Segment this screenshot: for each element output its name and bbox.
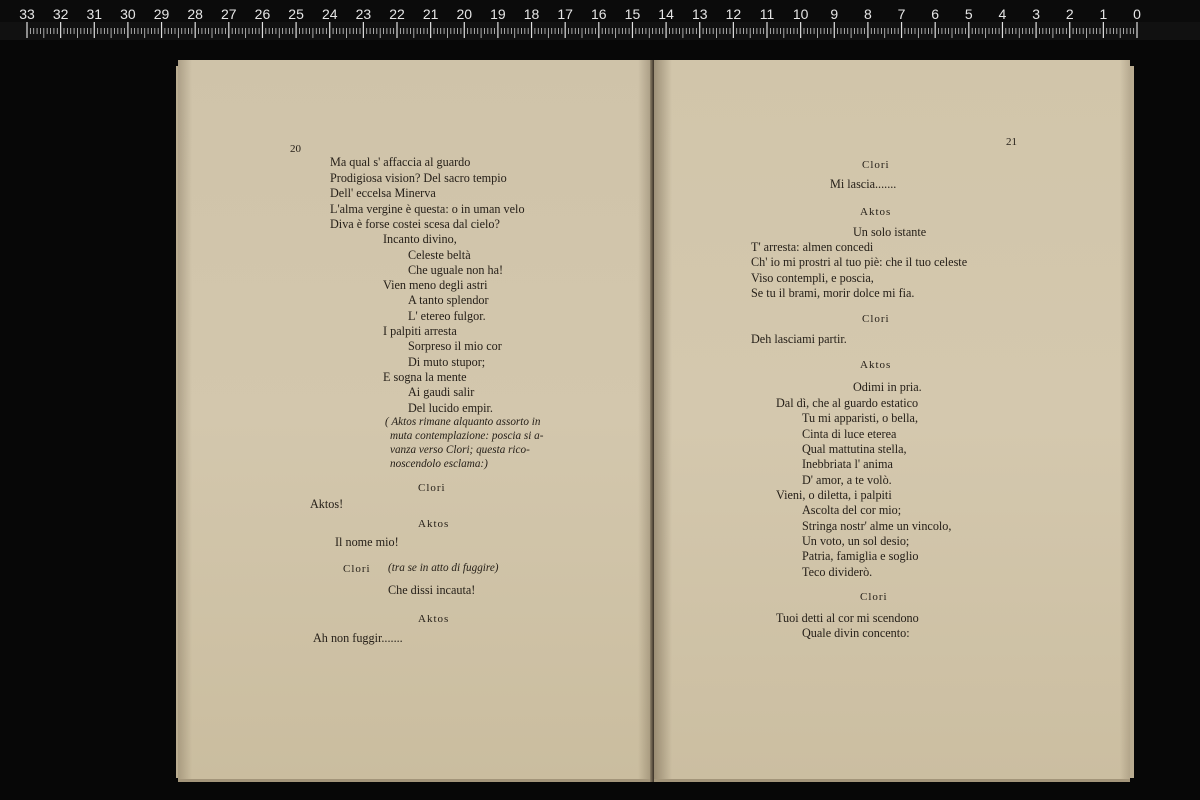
ruler-label: 21 — [422, 6, 439, 22]
ruler-label: 17 — [557, 6, 573, 22]
verse-line: L'alma vergine è questa: o in uman velo — [330, 202, 525, 216]
stage-direction: ( Aktos rimane alquanto assorto in — [385, 416, 541, 428]
verse-line: Tuoi detti al cor mi scendono — [776, 611, 919, 625]
ruler-label: 28 — [187, 6, 203, 22]
verse-line: Ma qual s' affaccia al guardo — [330, 155, 471, 169]
ruler-label: 14 — [658, 6, 674, 22]
ruler-label: 13 — [691, 6, 708, 22]
page-number: 21 — [1006, 136, 1017, 148]
speaker-name: Clori — [862, 159, 890, 171]
verse-line: Ai gaudi salir — [408, 385, 475, 399]
verse-line: Qual mattutina stella, — [802, 442, 907, 456]
speaker-name: Aktos — [418, 613, 450, 625]
stage-direction: (tra se in atto di fuggire) — [388, 562, 499, 574]
ruler-label: 18 — [523, 6, 540, 22]
ruler-label: 27 — [221, 6, 237, 22]
ruler-label: 2 — [1065, 6, 1074, 22]
verse-line: Celeste beltà — [408, 248, 471, 262]
verse-line: T' arresta: almen concedi — [751, 240, 874, 254]
ruler-label: 32 — [52, 6, 69, 22]
verse-line: Del lucido empir. — [408, 401, 493, 415]
open-book — [176, 60, 1134, 782]
verse-line: Teco dividerò. — [802, 565, 873, 579]
ruler-scale — [0, 0, 1200, 40]
stage-direction: noscendolo esclama:) — [390, 458, 488, 470]
ruler-label: 24 — [321, 6, 338, 22]
ruler-label: 0 — [1133, 6, 1141, 22]
verse-line: Inebbriata l' anima — [802, 457, 893, 471]
speaker-name: Clori — [418, 482, 446, 494]
verse-line: Che uguale non ha! — [408, 263, 504, 277]
speaker-name: Aktos — [860, 359, 892, 371]
ruler-label: 22 — [389, 6, 405, 22]
verse-line: A tanto splendor — [408, 293, 489, 307]
right-page — [654, 60, 1130, 782]
ruler-strip — [0, 22, 1200, 40]
speaker-name: Clori — [343, 563, 371, 575]
verse-line: Aktos! — [310, 497, 344, 511]
ruler-label: 15 — [624, 6, 641, 22]
verse-line: Dell' eccelsa Minerva — [330, 186, 436, 200]
verse-line: Ah non fuggir....... — [313, 631, 403, 645]
verse-line: Che dissi incauta! — [388, 583, 476, 597]
speaker-name: Aktos — [860, 206, 892, 218]
measuring-ruler — [0, 0, 1200, 40]
page-number: 20 — [290, 143, 301, 155]
verse-line: Un voto, un sol desio; — [802, 534, 910, 548]
verse-line: Il nome mio! — [335, 535, 399, 549]
speaker-name: Clori — [862, 313, 890, 325]
ruler-label: 10 — [792, 6, 809, 22]
stage-direction: vanza verso Clori; questa rico- — [390, 444, 530, 456]
ruler-label: 3 — [1032, 6, 1040, 22]
speaker-name: Aktos — [418, 518, 450, 530]
verse-line: Deh lasciami partir. — [751, 332, 847, 346]
speaker-name: Clori — [860, 591, 888, 603]
ruler-label: 23 — [355, 6, 372, 22]
verse-line: Patria, famiglia e soglio — [802, 549, 919, 563]
ruler-label: 25 — [288, 6, 304, 22]
ruler-label: 11 — [759, 6, 775, 22]
verse-line: Viso contempli, e poscia, — [751, 271, 874, 285]
verse-line: D' amor, a te volò. — [802, 473, 892, 487]
verse-line: I palpiti arresta — [383, 324, 457, 338]
verse-line: Ascolta del cor mio; — [802, 503, 902, 517]
right-page-edge — [1130, 66, 1134, 778]
ruler-label: 16 — [591, 6, 607, 22]
ruler-label: 8 — [864, 6, 872, 22]
ruler-label: 29 — [153, 6, 170, 22]
ruler-label: 30 — [120, 6, 136, 22]
ruler-label: 31 — [86, 6, 103, 22]
ruler-label: 7 — [897, 6, 906, 22]
verse-line: Se tu il brami, morir dolce mi fia. — [751, 286, 915, 300]
ruler-label: 20 — [456, 6, 473, 22]
ruler-label: 26 — [254, 6, 271, 22]
verse-line: Stringa nostr' alme un vincolo, — [802, 519, 952, 533]
verse-line: Un solo istante — [853, 225, 927, 239]
verse-line: Di muto stupor; — [408, 355, 486, 369]
ruler-label: 12 — [725, 6, 742, 22]
verse-line: E sogna la mente — [383, 370, 467, 384]
verse-line: Ch' io mi prostri al tuo piè: che il tuo celeste — [751, 255, 968, 269]
left-page — [178, 60, 656, 782]
ruler-label: 19 — [490, 6, 506, 22]
ruler-label: 9 — [830, 6, 839, 22]
verse-line: Vieni, o diletta, i palpiti — [776, 488, 892, 502]
ruler-label: 5 — [964, 6, 973, 22]
verse-line: Vien meno degli astri — [383, 278, 488, 292]
verse-line: Mi lascia....... — [830, 177, 897, 191]
verse-line: Tu mi apparisti, o bella, — [802, 411, 919, 425]
ruler-label: 33 — [19, 6, 35, 22]
verse-line: Incanto divino, — [383, 232, 457, 246]
verse-line: L' etereo fulgor. — [408, 309, 486, 323]
verse-line: Diva è forse costei scesa dal cielo? — [330, 217, 500, 231]
stage-direction: muta contemplazione: poscia si a- — [390, 430, 544, 442]
verse-line: Dal dì, che al guardo estatico — [776, 396, 919, 410]
verse-line: Odimi in pria. — [853, 380, 922, 394]
verse-line: Quale divin concento: — [802, 626, 910, 640]
ruler-label: 4 — [998, 6, 1007, 22]
verse-line: Prodigiosa vision? Del sacro tempio — [330, 171, 507, 185]
ruler-label: 1 — [1099, 6, 1108, 22]
ruler-label: 6 — [931, 6, 940, 22]
verse-line: Sorpreso il mio cor — [408, 339, 502, 353]
verse-line: Cinta di luce eterea — [802, 427, 897, 441]
